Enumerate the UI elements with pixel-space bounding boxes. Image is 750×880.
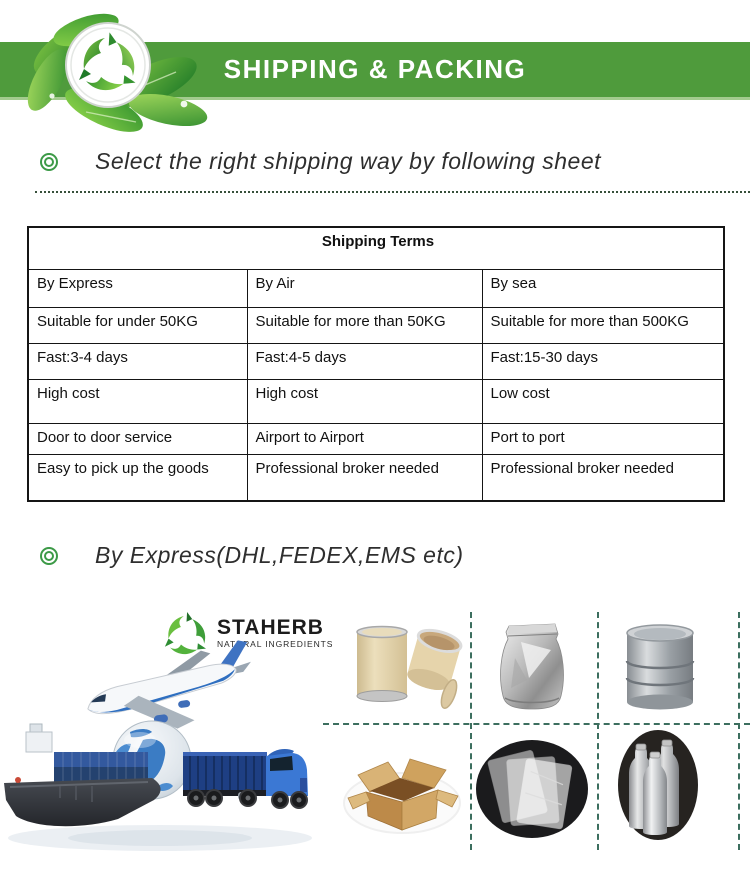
- dashed-divider: [738, 612, 740, 850]
- aluminum-bottles-photo: [617, 728, 699, 843]
- packaging-photo-grid: [335, 600, 750, 860]
- plastic-bags-photo: [475, 738, 590, 840]
- table-header-cell: By sea: [482, 269, 724, 307]
- table-title: Shipping Terms: [28, 227, 724, 269]
- dotted-divider: [35, 191, 750, 193]
- table-cell: Door to door service: [28, 423, 247, 454]
- section-heading-by-express: By Express(DHL,FEDEX,EMS etc): [95, 542, 464, 568]
- bullet-ring-icon: [40, 153, 58, 171]
- table-cell: High cost: [28, 379, 247, 423]
- table-cell: Easy to pick up the goods: [28, 454, 247, 501]
- table-cell: Suitable for under 50KG: [28, 307, 247, 343]
- steel-drum-photo: [615, 620, 705, 712]
- section-heading-shipping-sheet: Select the right shipping way by following sheet: [95, 148, 602, 174]
- table-cell: Airport to Airport: [247, 423, 482, 454]
- table-cell: Suitable for more than 500KG: [482, 307, 724, 343]
- dashed-divider: [470, 612, 472, 850]
- table-cell: Professional broker needed: [482, 454, 724, 501]
- table-cell: Professional broker needed: [247, 454, 482, 501]
- table-cell: Port to port: [482, 423, 724, 454]
- brand-name: STAHERB: [217, 616, 324, 639]
- page-title: SHIPPING & PACKING: [223, 54, 527, 84]
- leaf-recycle-logo-icon: [26, 0, 221, 135]
- fiber-drums-photo: [345, 620, 465, 710]
- table-cell: Fast:15-30 days: [482, 343, 724, 379]
- table-header-cell: By Air: [247, 269, 482, 307]
- shipping-terms-table: [27, 226, 725, 502]
- dashed-divider: [597, 612, 599, 850]
- table-cell: Low cost: [482, 379, 724, 423]
- table-cell: Fast:4-5 days: [247, 343, 482, 379]
- table-cell: High cost: [247, 379, 482, 423]
- table-header-cell: By Express: [28, 269, 247, 307]
- carton-box-photo: [340, 745, 465, 837]
- bullet-ring-icon: [40, 547, 58, 565]
- dashed-divider: [323, 723, 750, 725]
- table-cell: Suitable for more than 50KG: [247, 307, 482, 343]
- brand-tagline: NATURAL INGREDIENTS: [217, 639, 334, 649]
- logistics-montage-image: [0, 640, 335, 865]
- table-cell: Fast:3-4 days: [28, 343, 247, 379]
- foil-bag-photo: [487, 618, 577, 713]
- truck-icon: [183, 749, 308, 808]
